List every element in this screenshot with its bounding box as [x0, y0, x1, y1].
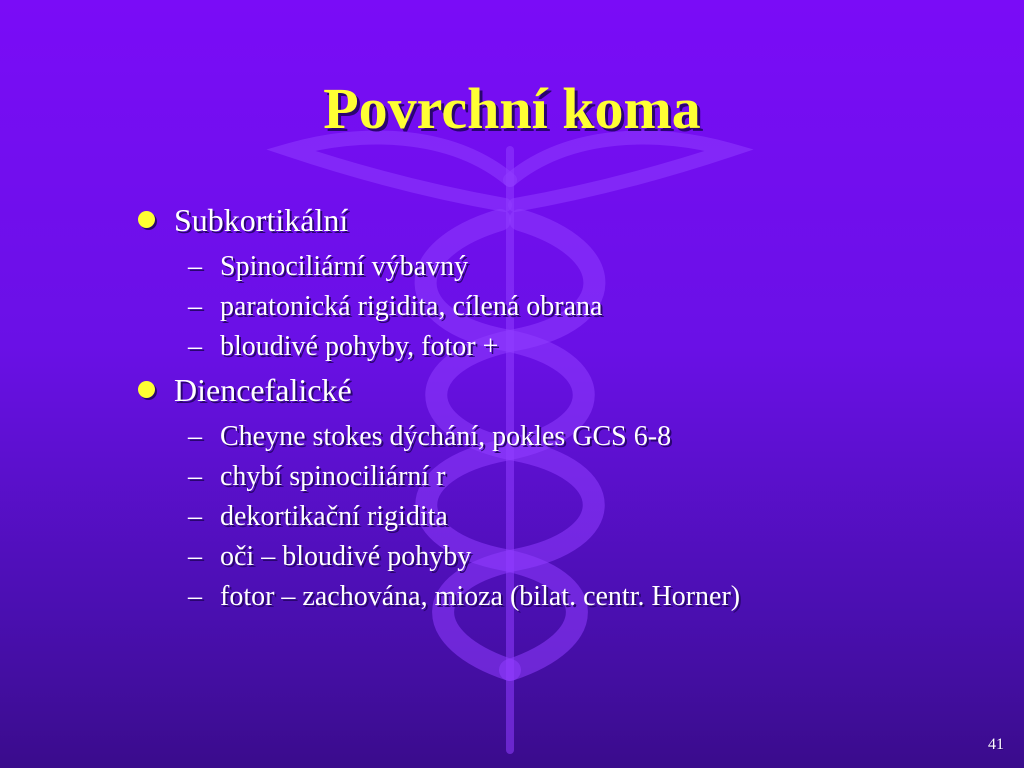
round-bullet-icon	[138, 211, 155, 228]
list-item-text: fotor – zachována, mioza (bilat. centr. Horner)	[220, 581, 741, 612]
section-heading-label: Diencefalické	[174, 372, 352, 408]
dash-bullet: –	[188, 331, 202, 362]
list-item-text: bloudivé pohyby, fotor +	[220, 331, 499, 362]
dash-bullet: –	[188, 461, 202, 492]
dash-bullet: –	[188, 421, 202, 452]
list-item-text: chybí spinociliární r	[220, 461, 446, 492]
list-item	[136, 542, 936, 572]
dash-bullet: –	[188, 291, 202, 322]
list-item	[136, 462, 936, 492]
section-heading-subkortikalni	[136, 198, 936, 242]
section-heading-diencefalicke	[136, 368, 936, 412]
dash-bullet: –	[188, 541, 202, 572]
list-item	[136, 422, 936, 452]
slide-title: Povrchní koma	[323, 76, 701, 141]
dash-bullet: –	[188, 581, 202, 612]
round-bullet-icon	[138, 381, 155, 398]
list-item	[136, 502, 936, 532]
list-item	[136, 332, 936, 362]
dash-bullet: –	[188, 251, 202, 282]
list-item-text: oči – bloudivé pohyby	[220, 541, 472, 572]
list-item-text: dekortikační rigidita	[220, 501, 448, 532]
section-heading-label: Subkortikální	[174, 202, 349, 238]
list-item	[136, 582, 840, 612]
slide-body	[136, 196, 936, 612]
list-item-text: Spinociliární výbavný	[220, 251, 469, 282]
dash-bullet: –	[188, 501, 202, 532]
list-item-text: Cheyne stokes dýchání, pokles GCS 6-8	[220, 421, 672, 452]
list-item-text: paratonická rigidita, cílená obrana	[220, 291, 603, 322]
list-item	[136, 292, 936, 322]
list-item	[136, 252, 936, 282]
page-number: 41	[988, 736, 1004, 753]
